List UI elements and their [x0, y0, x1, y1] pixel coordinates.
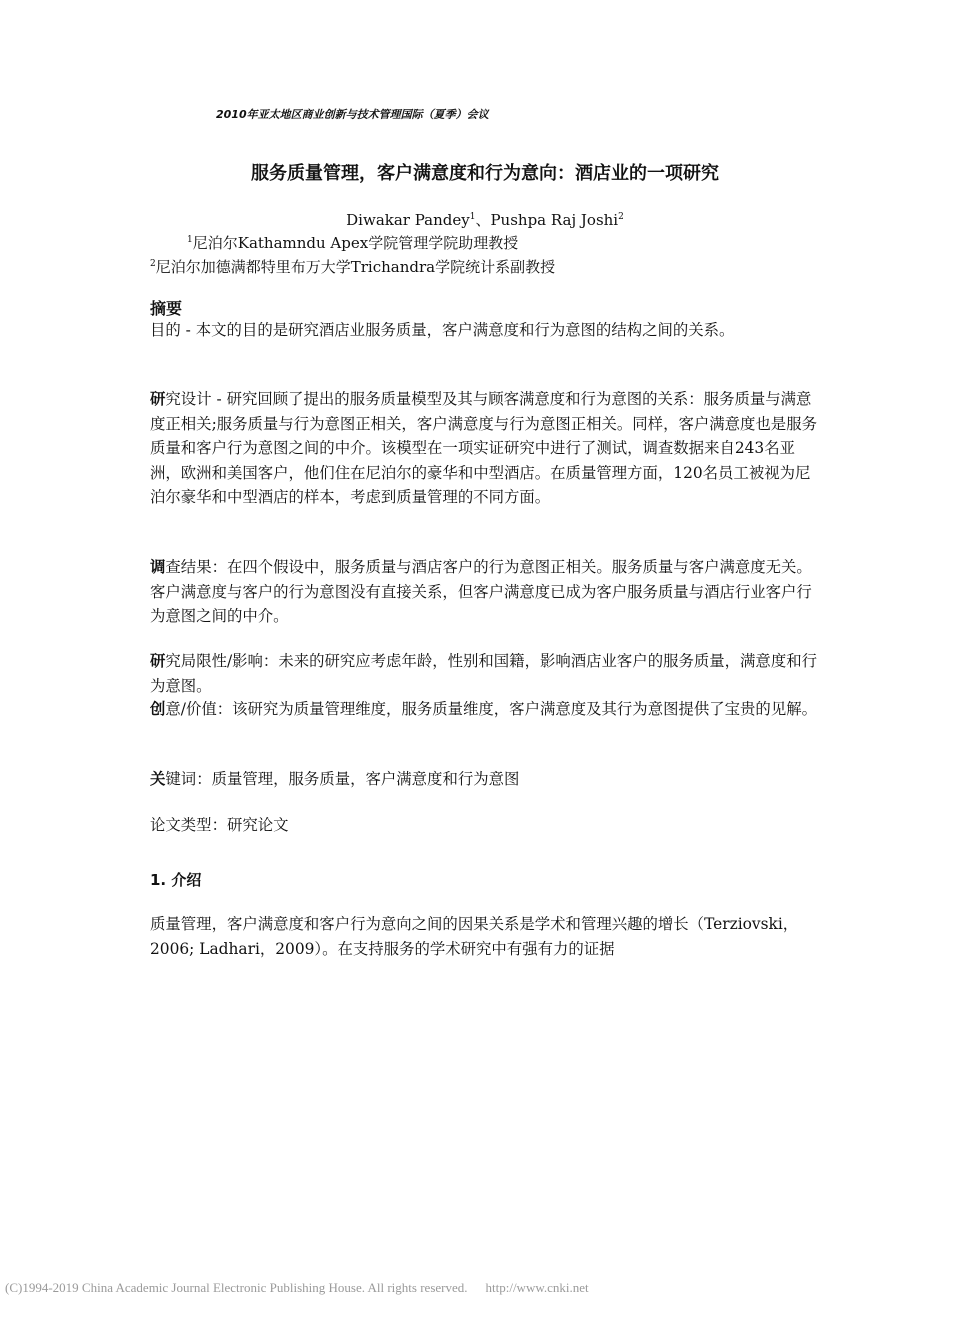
limits-text: 究局限性/影响：未来的研究应考虑年龄，性别和国籍，影响酒店业客户的服务质量，满意度和行为意图。: [150, 652, 817, 695]
abstract-design: [150, 387, 825, 510]
design-text: 究设计 - 研究回顾了提出的服务质量模型及其与顾客满意度和行为意图的关系：服务质量与满意度正相关;服务质量与行为意图正相关，客户满意度与行为意图正相关。同样，客户满意度也是服务质量和客户行为意图之间的中介。该模型在一项实证研究中进行了测试，调查数据来自243名亚洲，欧洲和美国客户，他们住在尼泊尔的豪华和中型酒店。在质量管理方面，120名员工被视为尼泊尔豪华和中型酒店的样本，考虑到质量管理的不同方面。: [150, 390, 817, 506]
affiliation-1-text: 尼泊尔Kathamndu Apex学院管理学院助理教授: [192, 234, 519, 252]
author-separator: 、: [475, 211, 491, 229]
affiliation-1: [187, 232, 518, 253]
abstract-limitations: [150, 649, 825, 698]
section-1-text: 质量管理，客户满意度和客户行为意向之间的因果关系是学术和管理兴趣的增长（Terziovski，2006; Ladhari，2009）。在支持服务的学术研究中有强有力的证据: [150, 915, 799, 958]
copyright-footer: [5, 1280, 589, 1296]
author-1-affiliation-mark: 1: [469, 212, 476, 222]
value-text: 意/价值：该研究为质量管理维度，服务质量维度，客户满意度及其行为意图提供了宝贵的见解。: [165, 700, 817, 718]
findings-lead-char: 调: [150, 558, 166, 576]
section-1-heading: 1. 介绍: [150, 871, 202, 889]
author-1: Diwakar Pandey: [346, 211, 470, 229]
affiliation-2: [150, 256, 555, 277]
cnki-link[interactable]: http://www.cnki.net: [485, 1280, 589, 1295]
copyright-text: (C)1994-2019 China Academic Journal Electronic Publishing House. All rights reserved.: [5, 1280, 468, 1295]
abstract-findings: [150, 555, 825, 629]
affiliation-2-mark: 2: [150, 259, 156, 269]
paper-title: 服务质量管理，客户满意度和行为意向：酒店业的一项研究: [251, 163, 719, 184]
keywords-lead-char: 关: [150, 770, 166, 788]
limits-lead-char: 研: [150, 652, 166, 670]
affiliation-2-text: 尼泊尔加德满都特里布万大学Trichandra学院统计系副教授: [155, 258, 556, 276]
author-line: [0, 209, 970, 230]
findings-text: 查结果：在四个假设中，服务质量与酒店客户的行为意图正相关。服务质量与客户满意度无关。客户满意度与客户的行为意图没有直接关系，但客户满意度已成为客户服务质量与酒店行业客户行为意图之间的中介。: [150, 558, 812, 625]
author-2-affiliation-mark: 2: [618, 212, 624, 222]
abstract-heading: 摘要: [150, 299, 183, 318]
abstract-keywords: [150, 767, 825, 792]
abstract-purpose: 目的 - 本文的目的是研究酒店业服务质量，客户满意度和行为意图的结构之间的关系。: [150, 321, 735, 339]
author-2: Pushpa Raj Joshi: [490, 211, 619, 229]
keywords-text: 键词：质量管理，服务质量，客户满意度和行为意图: [165, 770, 520, 788]
design-lead-char: 研: [150, 390, 166, 408]
affiliation-1-mark: 1: [187, 235, 193, 245]
abstract-value: [150, 697, 825, 722]
paper-type: 论文类型：研究论文: [150, 816, 289, 834]
conference-header: 2010年亚太地区商业创新与技术管理国际（夏季）会议: [216, 108, 489, 121]
value-lead-char: 创: [150, 700, 166, 718]
